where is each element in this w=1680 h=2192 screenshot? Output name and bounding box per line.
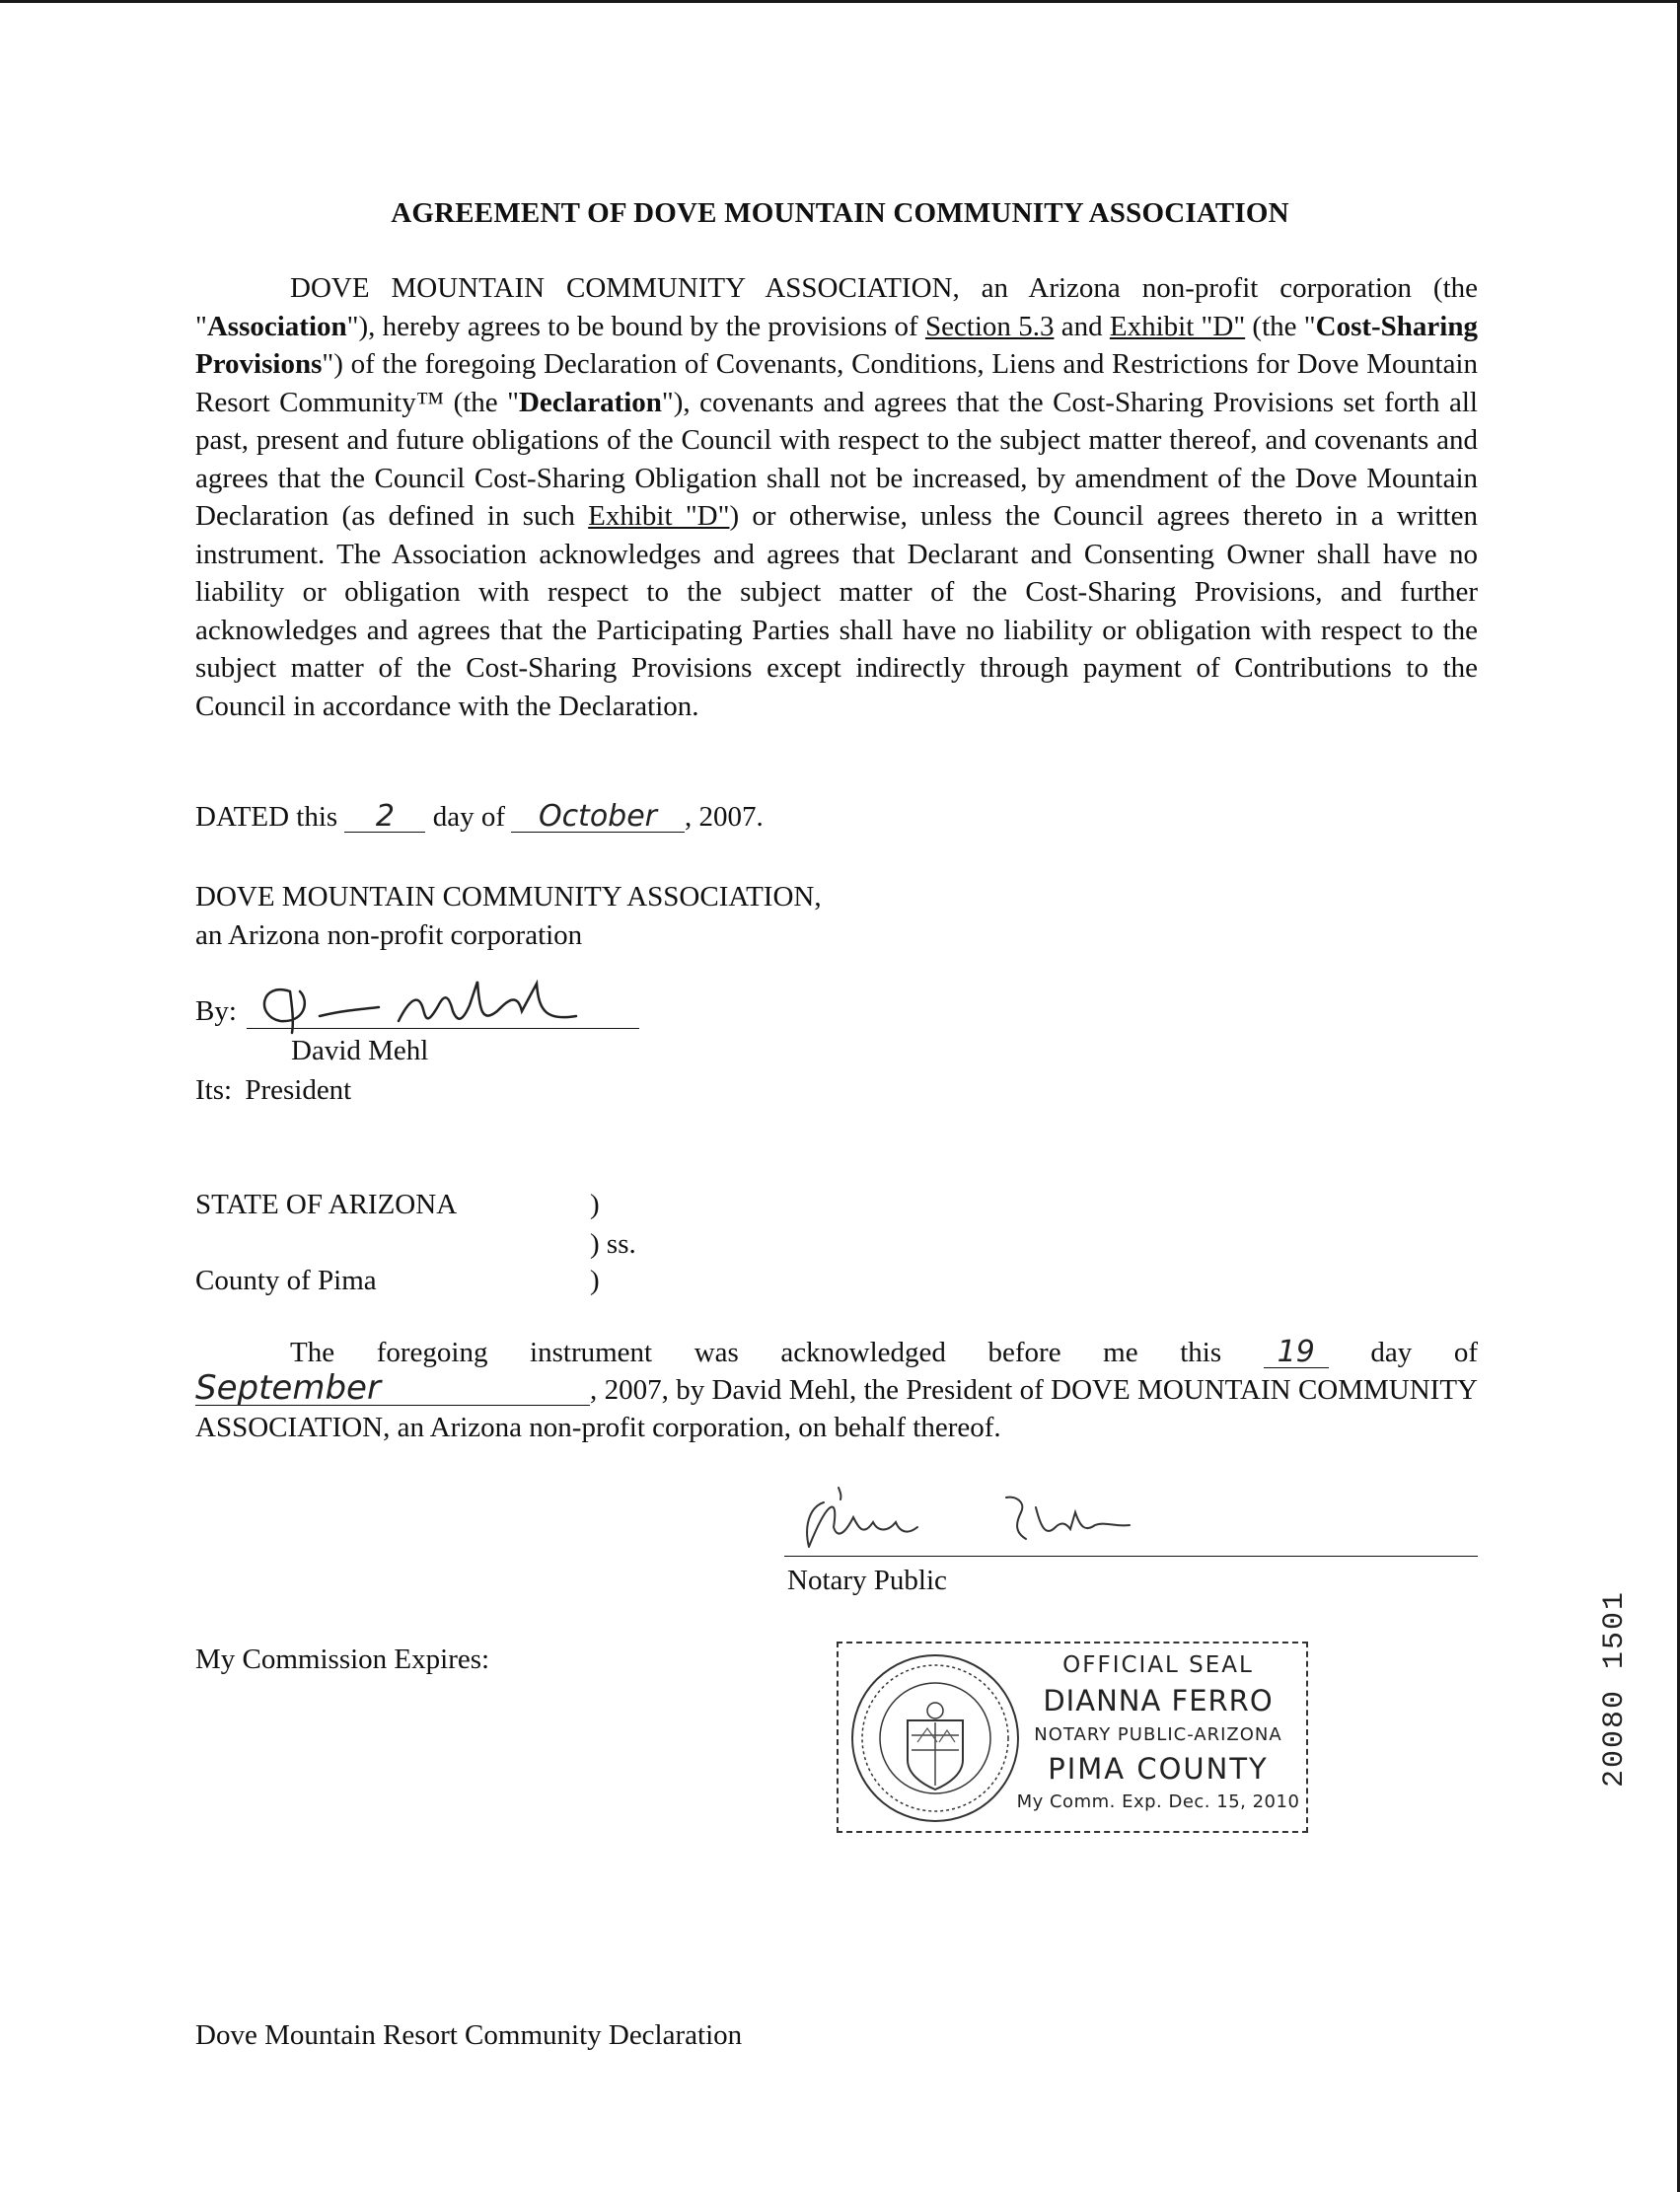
dated-month-field: October: [511, 802, 685, 833]
declaration-term: Declaration: [518, 386, 662, 418]
agreement-paragraph: [195, 269, 1478, 725]
its-line: [195, 1074, 351, 1107]
exhibit-reference: Exhibit "D": [1109, 310, 1246, 342]
its-label: Its:: [195, 1074, 233, 1106]
dated-line: [195, 801, 764, 834]
seal-emblem-icon: [848, 1651, 1022, 1825]
dated-day-field: 2: [344, 802, 425, 833]
ack-day-field: 19: [1264, 1338, 1329, 1368]
ack-text-1: The foregoing instrument was acknowledged before me this: [290, 1337, 1222, 1368]
venue-ss: ) ss.: [590, 1228, 636, 1260]
body-text-1: DOVE MOUNTAIN COMMUNITY ASSOCIATION, an Arizona non-profit corporation (the ": [195, 272, 1478, 342]
signatory-org-desc: an Arizona non-profit corporation: [195, 919, 583, 951]
cost-sharing-term: Cost-Sharing Provisions: [195, 310, 1478, 380]
notary-signature-line: [784, 1556, 1478, 1557]
venue-paren-1: ): [590, 1189, 600, 1220]
by-label: By:: [195, 995, 237, 1027]
signatory-org-name: DOVE MOUNTAIN COMMUNITY ASSOCIATION,: [195, 881, 822, 913]
president-signature: [251, 962, 645, 1041]
commission-label: My Commission Expires:: [195, 1644, 490, 1675]
footer-text: Dove Mountain Resort Community Declaration: [195, 2019, 743, 2051]
body-text-3: and: [1054, 310, 1110, 342]
seal-line-1: OFFICIAL SEAL: [1062, 1652, 1254, 1678]
signatory-title: President: [245, 1074, 352, 1106]
document-title: AGREEMENT OF DOVE MOUNTAIN COMMUNITY ASSOCIATION: [391, 197, 1289, 229]
venue-paren-3: ): [590, 1265, 600, 1296]
venue-state: STATE OF ARIZONA: [195, 1189, 458, 1220]
body-text-6: "), covenants and agrees that the Cost-Sharing Provisions set forth all past, present and future obligations of the Council with respect to the subject matter thereof, and covenants and agrees that the Council Cost-Sharing Obligation shall not be increased, by amendment of the Dove Mountain Declaration (as defined in such: [195, 386, 1478, 532]
dated-suffix: , 2007.: [684, 801, 764, 833]
signatory-name: David Mehl: [291, 1035, 429, 1066]
seal-line-4: PIMA COUNTY: [1048, 1752, 1269, 1786]
official-seal: [837, 1642, 1308, 1833]
dated-middle: day of: [432, 801, 505, 833]
body-text-7: ) or otherwise, unless the Council agrees thereto in a written instrument. The Association acknowledges and agrees that Declarant and Consenting Owner shall have no liability or obligation with respect to the subject matter of the Cost-Sharing Provisions, and further acknowledges and agrees that the Participating Parties shall have no liability or obligation with respect to the subject matter of the Cost-Sharing Provisions except indirectly through payment of Contributions to the Council in accordance with the Declaration.: [195, 500, 1478, 722]
seal-line-2: DIANNA FERRO: [1043, 1684, 1274, 1717]
section-reference: Section 5.3: [924, 310, 1055, 342]
dated-prefix: DATED this: [195, 801, 338, 833]
seal-line-5: My Comm. Exp. Dec. 15, 2010: [1016, 1791, 1300, 1812]
recording-number-stamp: 20080 1501: [1598, 1590, 1632, 1789]
seal-line-3: NOTARY PUBLIC-ARIZONA: [1034, 1724, 1282, 1745]
body-text-5: ") of the foregoing Declaration of Covenants, Conditions, Liens and Restrictions for Dove Mountain Resort Community™ (the ": [195, 348, 1478, 418]
seal-text-block: [1012, 1649, 1304, 1817]
exhibit-reference-2: Exhibit "D": [588, 500, 730, 532]
ack-month-field: September: [195, 1371, 590, 1406]
ack-text-3: , 2007, by David Mehl, the President of DOVE MOUNTAIN COMMUNITY ASSOCIATION, an Arizona non-profit corporation, on behalf thereof.: [195, 1374, 1478, 1443]
association-term: Association: [206, 310, 347, 342]
body-text-4: (the ": [1245, 310, 1316, 342]
venue-county: County of Pima: [195, 1265, 377, 1296]
acknowledgment-paragraph: [195, 1334, 1478, 1446]
scan-edge-top: [0, 0, 1680, 3]
ack-text-2: day of: [1370, 1337, 1479, 1368]
notary-label: Notary Public: [787, 1565, 947, 1596]
body-text-2: "), hereby agrees to be bound by the provisions of: [346, 310, 925, 342]
notary-signature: [779, 1478, 1292, 1567]
